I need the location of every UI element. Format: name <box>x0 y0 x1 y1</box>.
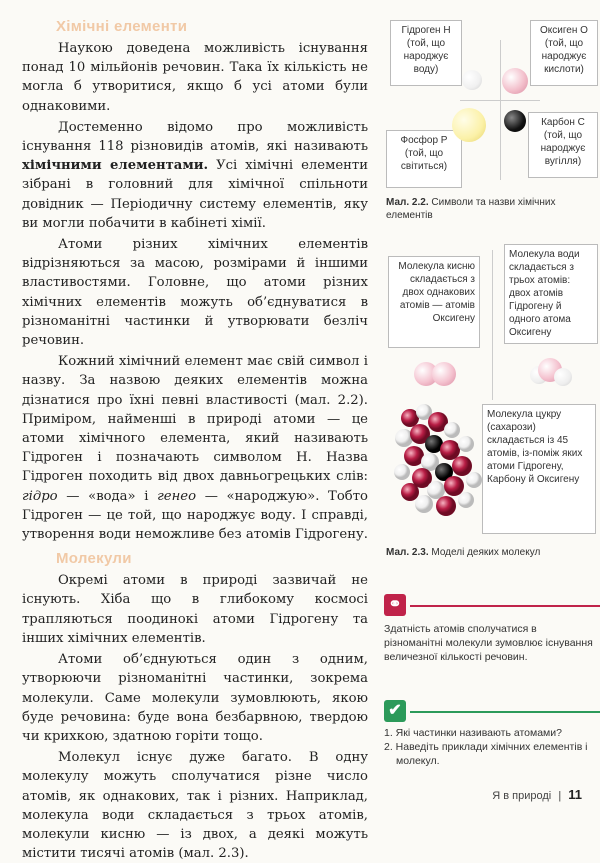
hydrogen-small-atom-icon <box>462 70 482 90</box>
main-text-column <box>22 18 368 863</box>
figure-caption-2-2: Мал. 2.2. Символи та назви хімічних елементів <box>386 197 556 221</box>
note-text: Здатність атомів сполучатися в різноманітні молекули зумовлює існування величезної кількості речовин. <box>384 623 593 663</box>
sidebar-figures <box>380 0 600 816</box>
questions-list <box>384 726 596 768</box>
section-title-molecules: Молекули <box>56 550 132 568</box>
checkmark-icon: ✔ <box>384 700 406 722</box>
divider <box>492 250 493 400</box>
footer-label: Я в природі <box>492 790 552 802</box>
page-number: 11 <box>568 787 582 802</box>
oxygen-atom-icon <box>432 362 456 386</box>
key-icon: ⚭ <box>384 594 406 616</box>
sugar-molecule-model <box>390 400 490 530</box>
paragraph: Молекул існує дуже багато. В одну молекулу можуть сполучатися різне число атомів, як однакових, так і різних. Наприклад, молекула води складається з трьох атомів, молекули кисню — із двох, а деякі можуть містити тисячі атомів (мал. 2.3). <box>22 750 368 862</box>
hydrogen-atom-icon <box>554 368 572 386</box>
section-title-elements: Хімічні елементи <box>56 18 188 35</box>
phosphorus-atom-icon <box>452 108 486 142</box>
hydrogen-label: Гідроген Н (той, що народжує воду) <box>390 20 462 86</box>
sugar-molecule-label: Молекула цукру (сахарози) складається із 45 атомів, із-поміж яких атоми Гідрогену, Карбону й Оксигену <box>482 404 596 534</box>
page-footer: Я в природі | 11 <box>492 787 582 802</box>
paragraph: Атоми об’єднуються один з одним, утворюючи різноманітні частинки, зокрема молекули. Саме молекули зумовлюють, якою буде речовина: буде вона безбарвною, твердою чи крихкою, здатною горіти тощо. <box>22 652 368 744</box>
oxygen-molecule-label: Молекула кисню складається з двох однакових атомів — атомів Оксигену <box>388 256 480 348</box>
hydrogen-atom-icon <box>502 68 528 94</box>
question-item: 1. Які частинки називають атомами? <box>384 727 562 739</box>
oxygen-label: Оксиген О (той, що народжує кислоти) <box>530 20 598 86</box>
water-molecule-label: Молекула води складається з трьох атомів: двох атомів Гідрогену й одного атома Оксигену <box>504 244 598 344</box>
paragraph: Наукою доведена можливість існування понад 10 мільйонів речовин. Така їх кількість не могла б утворитися, якщо б усі атоми були однаковими. <box>22 41 368 114</box>
carbon-label: Карбон С (той, що народжує вугілля) <box>528 112 598 178</box>
figure-caption-2-3: Мал. 2.3. Моделі деяких молекул <box>386 547 541 558</box>
divider <box>410 605 600 607</box>
phosphorus-label: Фосфор Р (той, що світиться) <box>386 130 462 188</box>
carbon-atom-icon <box>504 110 526 132</box>
question-item: 2. Наведіть приклади хімічних елементів і молекул. <box>384 741 588 767</box>
paragraph: Кожний хімічний елемент має свій символ і назву. За назвою деяких елементів можна дізнатися про їхні певні властивості (мал. 2.2). Приміром, найменші в природі атоми — це атоми хімічного елемента, який називають Гідроген і позначають символом Н. Назва Гідроген походить від двох давньогрецьких слів: гідро — «вода» і генео — «народжую». Тобто Гідроген — це той, що народжує воду. І справді, утворення води неможливе без атомів Гідрогену. <box>22 354 368 543</box>
paragraph: Достеменно відомо про можливість існування 118 різновидів атомів, які називають хімічними елементами. Усі хімічні елементи зібрані в головний для хімічної спільноти довідник — Періодичну систему елементів, яку ви могли побачити в кабінеті хімії. <box>22 119 368 231</box>
paragraph: Атоми різних хімічних елементів відрізняються за масою, розмірами й іншими властивостями. Головне, що атоми різних хімічних елементів можуть об’єднуватися в різноманітні частинки й утворювати безліч речовин. <box>22 237 368 349</box>
divider <box>500 40 501 180</box>
paragraph: Окремі атоми в природі зазвичай не існують. Хіба що в глибокому космосі трапляються поодинокі атоми Гідрогену та інших хімічних елементів. <box>22 573 368 646</box>
divider <box>410 711 600 713</box>
